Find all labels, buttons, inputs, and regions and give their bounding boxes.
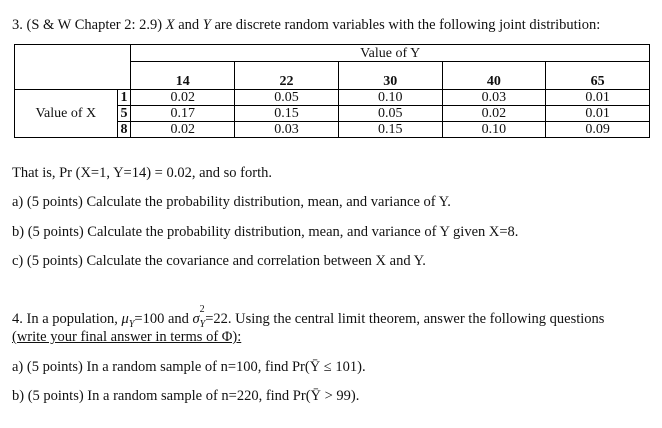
q3-part-c: c) (5 points) Calculate the covariance and correlation between X and Y. bbox=[12, 253, 426, 269]
q4-instruction: (write your final answer in terms of Φ): bbox=[12, 329, 242, 345]
prob-cell: 0.09 bbox=[546, 122, 650, 138]
y-value bbox=[338, 62, 442, 90]
table-row bbox=[15, 90, 650, 106]
q3-heading bbox=[12, 16, 600, 34]
y-value-text: 40 bbox=[486, 74, 501, 89]
prob-cell: 0.03 bbox=[235, 122, 339, 138]
var-y: Y bbox=[202, 17, 211, 33]
value-of-y-header bbox=[131, 45, 650, 62]
q3-that-is: That is, Pr (X=1, Y=14) = 0.02, and so forth. bbox=[12, 165, 272, 181]
prob-cell: 0.01 bbox=[546, 106, 650, 122]
y-value bbox=[442, 62, 546, 90]
joint-distribution-table bbox=[14, 44, 650, 138]
q3-source: 3. (S & W Chapter 2: 2.9) bbox=[12, 17, 163, 33]
prob-cell: 0.15 bbox=[235, 106, 339, 122]
prob-cell: 0.10 bbox=[442, 122, 546, 138]
prob-cell: 0.10 bbox=[338, 90, 442, 106]
q3-part-b: b) (5 points) Calculate the probability distribution, mean, and variance of Y given X=8. bbox=[12, 224, 519, 240]
sigma-value: =22. Using the central limit theorem, answer the following questions bbox=[205, 311, 605, 327]
x-value: 1 bbox=[117, 90, 131, 106]
y-value bbox=[235, 62, 339, 90]
y-value-text: 30 bbox=[383, 74, 398, 89]
x-value: 5 bbox=[117, 106, 131, 122]
q4-intro-text: 4. In a population, bbox=[12, 311, 118, 327]
prob-cell: 0.05 bbox=[235, 90, 339, 106]
mu-value: =100 and bbox=[134, 311, 189, 327]
corner-cell bbox=[15, 45, 131, 90]
mu-symbol: μ bbox=[121, 311, 129, 327]
var-x: X bbox=[165, 17, 175, 33]
prob-cell: 0.01 bbox=[546, 90, 650, 106]
sigma-subscript: Y bbox=[199, 319, 206, 330]
sigma-scripts bbox=[199, 304, 206, 330]
prob-cell: 0.05 bbox=[338, 106, 442, 122]
prob-cell: 0.02 bbox=[131, 90, 235, 106]
y-value bbox=[546, 62, 650, 90]
q3-part-a: a) (5 points) Calculate the probability distribution, mean, and variance of Y. bbox=[12, 194, 451, 210]
value-of-y-label: Value of Y bbox=[360, 45, 421, 61]
value-of-x-header bbox=[15, 90, 118, 138]
sigma-superscript: 2 bbox=[199, 304, 205, 315]
y-value-text: 22 bbox=[279, 74, 294, 89]
y-value-text: 14 bbox=[175, 74, 190, 89]
y-value-text: 65 bbox=[590, 74, 605, 89]
value-of-x-label: Value of X bbox=[35, 106, 97, 121]
mu-subscript: Y bbox=[128, 318, 135, 330]
q3-title-suffix: are discrete random variables with the following joint distribution: bbox=[214, 17, 601, 33]
prob-cell: 0.17 bbox=[131, 106, 235, 122]
prob-cell: 0.15 bbox=[338, 122, 442, 138]
prob-cell: 0.03 bbox=[442, 90, 546, 106]
q4-part-a: a) (5 points) In a random sample of n=100, find Pr(Ȳ ≤ 101). bbox=[12, 359, 366, 375]
table-header-row-1 bbox=[15, 45, 650, 62]
sigma-symbol: σ bbox=[192, 311, 200, 327]
x-value: 8 bbox=[117, 122, 131, 138]
q4-part-b: b) (5 points) In a random sample of n=220, find Pr(Ȳ > 99). bbox=[12, 388, 360, 404]
q3-and: and bbox=[178, 17, 200, 33]
prob-cell: 0.02 bbox=[442, 106, 546, 122]
y-value bbox=[131, 62, 235, 90]
prob-cell: 0.02 bbox=[131, 122, 235, 138]
